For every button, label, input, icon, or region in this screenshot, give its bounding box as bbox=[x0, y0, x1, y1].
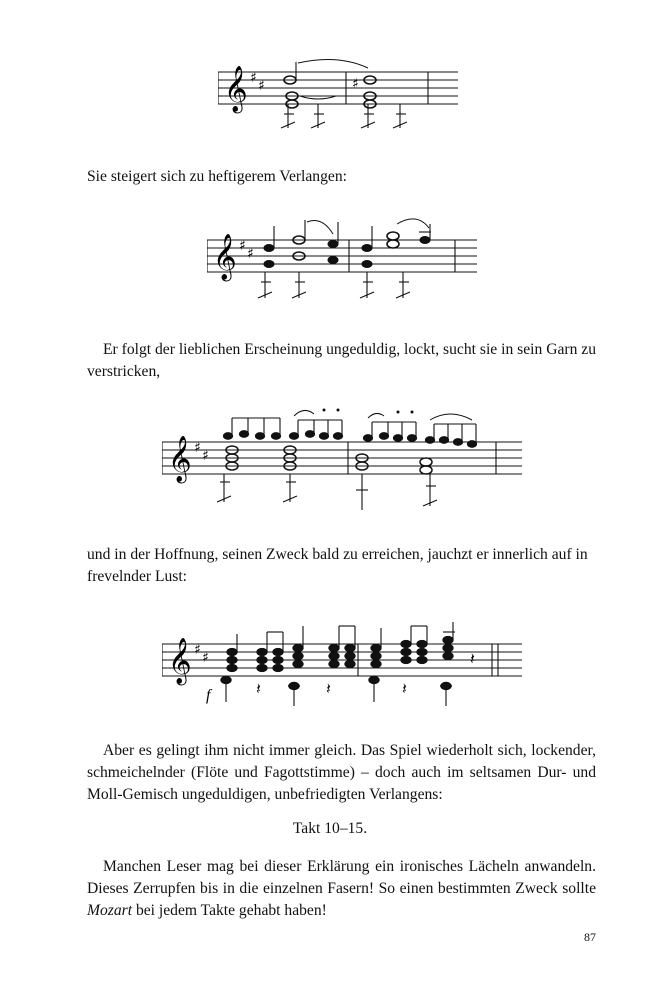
sharp-icon: ♯ bbox=[239, 238, 246, 254]
paragraph-5 bbox=[87, 856, 596, 922]
page-number: 87 bbox=[584, 930, 596, 944]
staff-lines bbox=[162, 644, 522, 676]
paragraph-3: und in der Hoffnung, seinen Zweck bald zu erreichen, jauchzt er innerlich auf in frevelnder Lust: bbox=[87, 546, 588, 585]
sharp-icon: ♯ bbox=[247, 246, 254, 262]
svg-text:𝄽: 𝄽 bbox=[256, 679, 261, 698]
paragraph-2: Er folgt der lieblichen Erscheinung ungeduldig, lockt, sucht sie in sein Garn zu verstricken, bbox=[87, 341, 596, 380]
caption: Takt 10–15. bbox=[292, 820, 368, 837]
sharp-icon: ♯ bbox=[202, 650, 209, 666]
paragraph-5-part-b: bei jedem Takte gehabt haben! bbox=[132, 902, 327, 919]
svg-text:𝄽: 𝄽 bbox=[470, 649, 475, 668]
svg-text:𝄽: 𝄽 bbox=[402, 679, 407, 698]
sharp-icon: ♯ bbox=[258, 78, 265, 94]
sharp-icon: ♯ bbox=[250, 70, 257, 86]
sharp-icon: ♯ bbox=[194, 440, 201, 456]
paragraph-4: Aber es gelingt ihm nicht immer gleich. Das Spiel wiederholt sich, lockender, schmeichelnder (Flöte und Fagottstimme) – doch auch im seltsamen Dur- und Moll-Gemisch ungeduldigen, unbefriedigten Verlangens: bbox=[87, 742, 596, 803]
music-example-1 bbox=[218, 58, 458, 138]
staff-lines bbox=[162, 442, 522, 474]
svg-text:♯: ♯ bbox=[352, 76, 359, 92]
music-example-2 bbox=[207, 210, 477, 305]
svg-text:𝄽: 𝄽 bbox=[326, 679, 331, 698]
music-example-4 bbox=[162, 614, 522, 714]
treble-clef-icon: 𝄞 bbox=[224, 66, 248, 112]
paragraph-5-part-a: Manchen Leser mag bei dieser Erklärung ein ironisches Lächeln anwandeln. Dieses Zerrupfen bis in die einzelnen Fasern! So einen bestimmten Zweck sollte bbox=[87, 858, 596, 897]
composer-name: Mozart bbox=[87, 902, 133, 919]
treble-clef-icon: 𝄞 bbox=[168, 638, 192, 684]
treble-clef-icon: 𝄞 bbox=[213, 234, 237, 280]
paragraph-1: Sie steigert sich zu heftigerem Verlangen: bbox=[87, 168, 347, 185]
music-example-3 bbox=[162, 406, 522, 514]
sharp-icon: ♯ bbox=[194, 642, 201, 658]
sharp-icon: ♯ bbox=[202, 448, 209, 464]
forte-mark: f bbox=[206, 687, 211, 704]
treble-clef-icon: 𝄞 bbox=[168, 436, 192, 482]
